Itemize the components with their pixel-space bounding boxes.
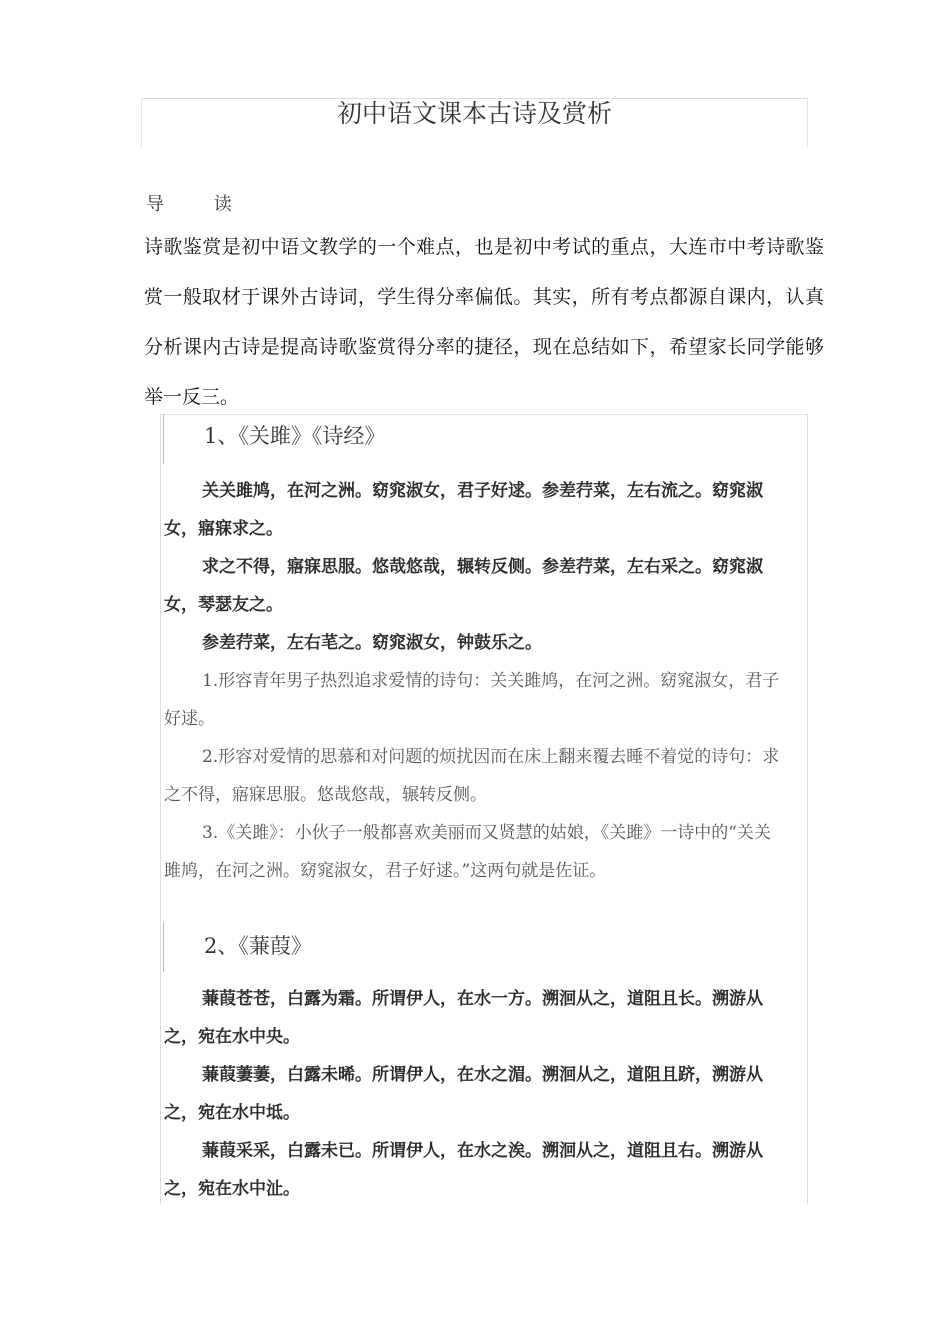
poem-stanza: 参差荇菜，左右芼之。窈窕淑女，钟鼓乐之。 [202,633,542,653]
guide-label: 导 读 [146,194,254,215]
intro-text: 诗歌鉴赏是初中语文教学的一个难点，也是初中考试的重点，大连市中考诗歌鉴赏一般取材于课外古诗词，学生得分率偏低。其实，所有考点都源自课内，认真分析课内古诗是提高诗歌鉴赏得分率的捷径，现在总结如下，希望家长同学能够举一反三。 [144,236,824,408]
notes-guanju [164,662,784,890]
poem-stanza: 关关雎鸠，在河之洲。窈窕淑女，君子好逑。参差荇菜，左右流之。窈窕淑女，寤寐求之。 [164,481,763,539]
section-marker [163,922,164,972]
section-marker [163,414,164,464]
note-item: 2.形容对爱情的思慕和对问题的烦扰因而在床上翻来覆去睡不着觉的诗句：求之不得，寤寐思服。悠哉悠哉，辗转反侧。 [164,747,780,805]
section-heading-guanju: 1、《关雎》《诗经》 [204,424,386,448]
poem-guanju [164,472,784,662]
intro-paragraph [144,222,824,422]
poem-stanza: 蒹葭萋萋，白露未晞。所谓伊人，在水之湄。溯洄从之，道阻且跻，溯游从之，宛在水中坻。 [164,1065,763,1123]
note-item: 3.《关雎》：小伙子一般都喜欢美丽而又贤慧的姑娘，《关雎》一诗中的“关关雎鸠，在河之洲。窈窕淑女，君子好逑。”这两句就是佐证。 [164,823,771,881]
poem-stanza: 蒹葭采采，白露未已。所谓伊人，在水之涘。溯洄从之，道阻且右。溯游从之，宛在水中沚。 [164,1141,763,1199]
note-item: 1.形容青年男子热烈追求爱情的诗句：关关雎鸠，在河之洲。窈窕淑女，君子好逑。 [164,671,780,729]
section-heading-jianjia: 2、《蒹葭》 [204,934,312,958]
poem-stanza: 蒹葭苍苍，白露为霜。所谓伊人，在水一方。溯洄从之，道阻且长。溯游从之，宛在水中央。 [164,989,763,1047]
document-title: 初中语文课本古诗及赏析 [336,99,612,128]
poem-jianjia [164,980,784,1208]
poem-stanza: 求之不得，寤寐思服。悠哉悠哉，辗转反侧。参差荇菜，左右采之。窈窕淑女，琴瑟友之。 [164,557,763,615]
